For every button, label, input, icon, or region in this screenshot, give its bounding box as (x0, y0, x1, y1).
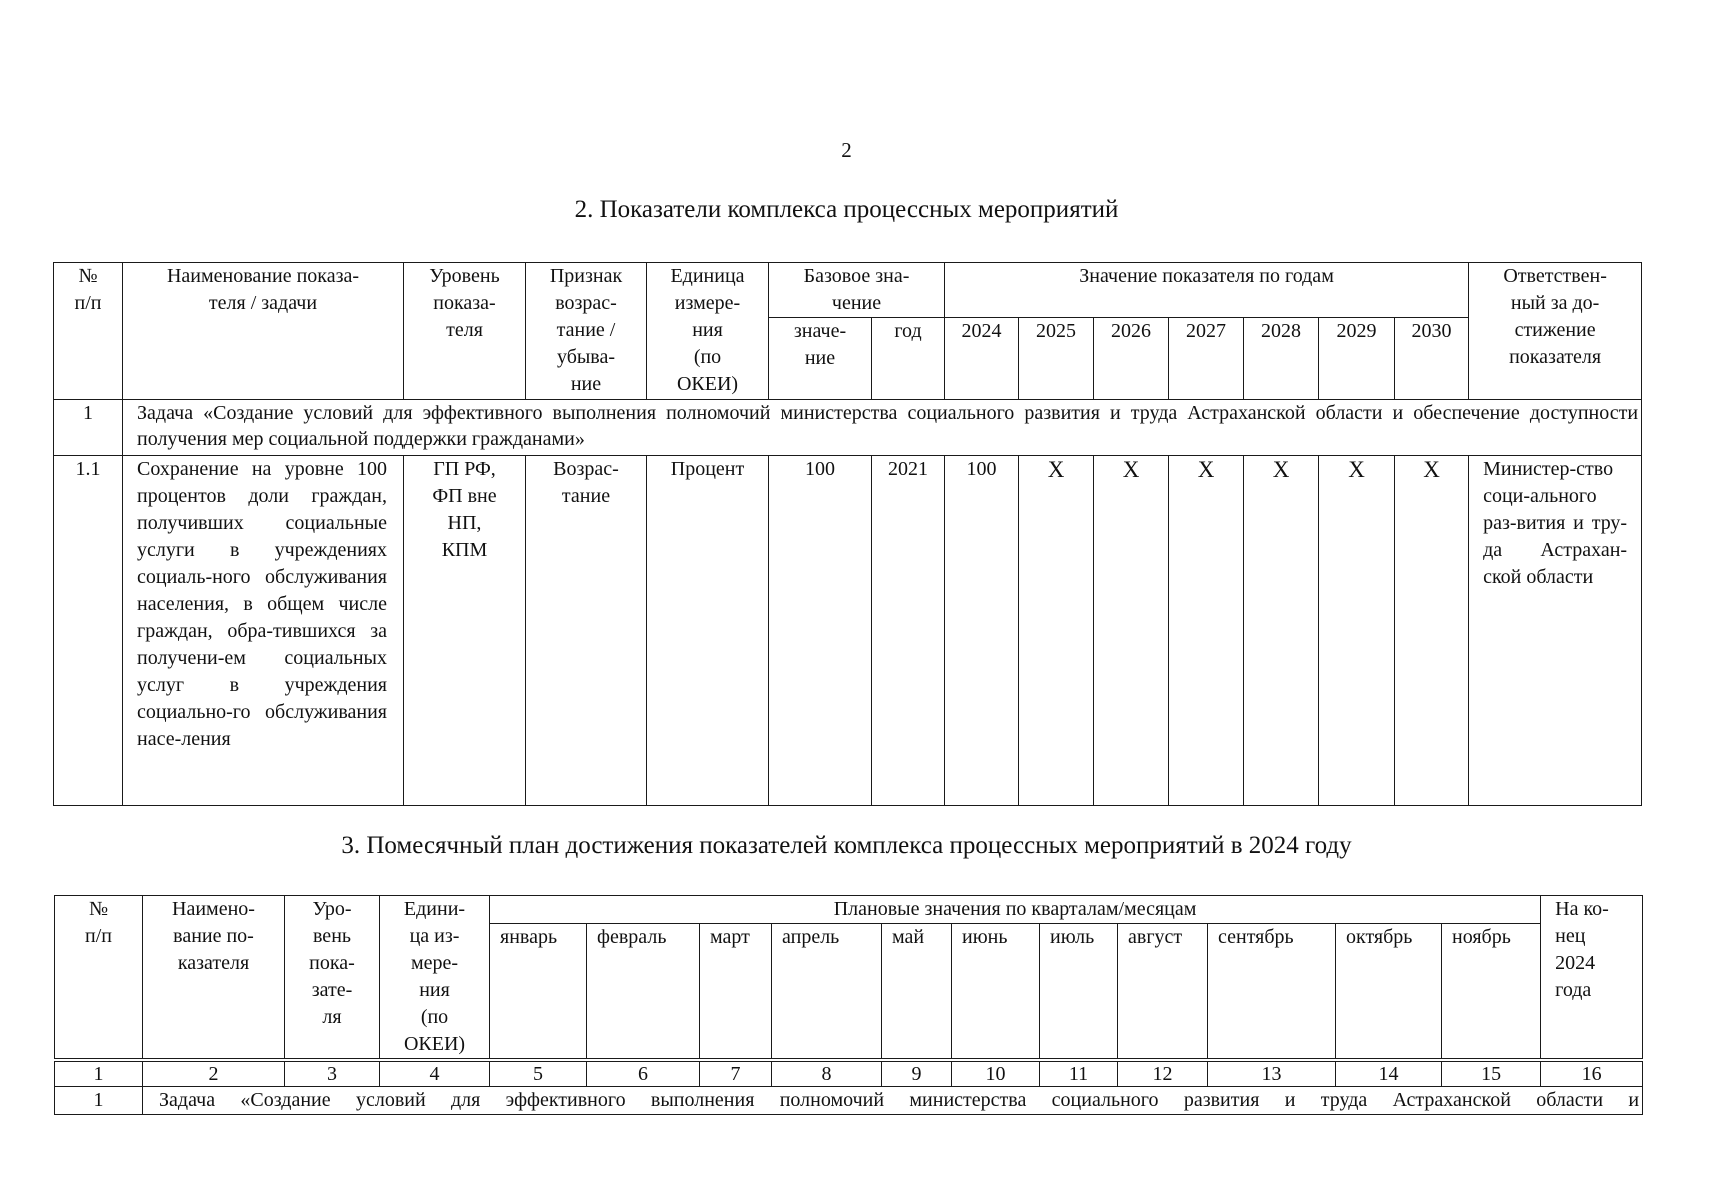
t3-month-october: октябрь (1336, 924, 1442, 1060)
header-years-group: Значение показателя по годам (945, 263, 1469, 318)
indicator-num: 1.1 (54, 456, 123, 806)
t3-colnum-15: 15 (1442, 1060, 1541, 1087)
indicator-value-2028: X (1244, 456, 1319, 806)
t3-month-november: ноябрь (1442, 924, 1541, 1060)
header-year-2029: 2029 (1319, 318, 1395, 400)
indicator-value-2025: X (1019, 456, 1094, 806)
header-sign: Признак возрас- тание / убыва- ние (526, 263, 647, 400)
section-2-title: 2. Показатели комплекса процессных мероприятий (574, 196, 1119, 223)
header-name: Наименование показа- теля / задачи (123, 263, 404, 400)
indicator-value-2027: X (1169, 456, 1244, 806)
t3-colnum-4: 4 (380, 1060, 490, 1087)
header-year-2027: 2027 (1169, 318, 1244, 400)
task-text: Задача «Создание условий для эффективного выполнения полномочий министерства социального развития и труда Астраханской области и обеспечение доступности получения мер социальной поддержки гражданами» (123, 400, 1642, 456)
t3-colnum-8: 8 (772, 1060, 882, 1087)
t3-task-num: 1 (55, 1087, 143, 1115)
t3-month-september: сентябрь (1208, 924, 1336, 1060)
t3-month-august: август (1118, 924, 1208, 1060)
t3-colnum-16: 16 (1541, 1060, 1643, 1087)
task-num: 1 (54, 400, 123, 456)
t3-task-text: Задача «Создание условий для эффективного выполнения полномочий министерства социального развития и труда Астраханской области и (143, 1087, 1643, 1115)
t3-colnum-2: 2 (143, 1060, 285, 1087)
indicator-sign: Возрас- тание (526, 456, 647, 806)
t3-month-february: февраль (587, 924, 700, 1060)
t3-header-level: Уро- вень пока- зате- ля (285, 896, 380, 1061)
t3-colnum-14: 14 (1336, 1060, 1442, 1087)
t3-month-june: июнь (952, 924, 1040, 1060)
t3-header-plan-group: Плановые значения по кварталам/месяцам (490, 896, 1541, 924)
t3-header-num: № п/п (55, 896, 143, 1061)
header-year-2026: 2026 (1094, 318, 1169, 400)
t3-header-end: На ко- нец 2024 года (1541, 896, 1643, 1061)
t3-colnum-9: 9 (882, 1060, 952, 1087)
t3-month-april: апрель (772, 924, 882, 1060)
t3-colnum-11: 11 (1040, 1060, 1118, 1087)
header-base-year: год (872, 318, 945, 400)
header-level: Уровень показа- теля (404, 263, 526, 400)
page-number: 2 (841, 138, 852, 162)
header-responsible: Ответствен- ный за до- стижение показателя (1469, 263, 1642, 400)
indicator-base-year: 2021 (872, 456, 945, 806)
header-unit: Единица измере- ния (по ОКЕИ) (647, 263, 769, 400)
indicator-value-2026: X (1094, 456, 1169, 806)
t3-colnum-10: 10 (952, 1060, 1040, 1087)
t3-header-unit: Едини- ца из- мере- ния (по ОКЕИ) (380, 896, 490, 1061)
t3-colnum-3: 3 (285, 1060, 380, 1087)
section-3-title: 3. Помесячный план достижения показателей комплекса процессных мероприятий в 2024 году (341, 832, 1352, 859)
indicator-value-2024: 100 (945, 456, 1019, 806)
header-year-2028: 2028 (1244, 318, 1319, 400)
indicator-responsible: Министер-ство соци-ального раз-вития и тру-да Астрахан-ской области (1469, 456, 1642, 806)
t3-colnum-5: 5 (490, 1060, 587, 1087)
indicators-table (53, 262, 1642, 806)
t3-month-july: июль (1040, 924, 1118, 1060)
header-num: № п/п (54, 263, 123, 400)
header-year-2030: 2030 (1395, 318, 1469, 400)
t3-header-name: Наимено- вание по- казателя (143, 896, 285, 1061)
t3-colnum-13: 13 (1208, 1060, 1336, 1087)
indicator-base-value: 100 (769, 456, 872, 806)
header-base-value: значе- ние (769, 318, 872, 400)
indicator-value-2030: X (1395, 456, 1469, 806)
indicator-level: ГП РФ, ФП вне НП, КПМ (404, 456, 526, 806)
t3-colnum-6: 6 (587, 1060, 700, 1087)
t3-colnum-7: 7 (700, 1060, 772, 1087)
indicator-value-2029: X (1319, 456, 1395, 806)
t3-month-may: май (882, 924, 952, 1060)
header-base: Базовое зна- чение (769, 263, 945, 318)
t3-colnum-12: 12 (1118, 1060, 1208, 1087)
header-year-2025: 2025 (1019, 318, 1094, 400)
header-year-2024: 2024 (945, 318, 1019, 400)
indicator-unit: Процент (647, 456, 769, 806)
monthly-plan-table (54, 895, 1643, 1115)
t3-month-march: март (700, 924, 772, 1060)
t3-colnum-1: 1 (55, 1060, 143, 1087)
t3-month-january: январь (490, 924, 587, 1060)
indicator-name: Сохранение на уровне 100 процентов доли граждан, получивших социальные услуги в учреждениях социаль-ного обслуживания населения, в общем числе граждан, обра-тившихся за получени-ем социальных услуг в учреждения социально-го обслуживания насе-ления (123, 456, 404, 806)
